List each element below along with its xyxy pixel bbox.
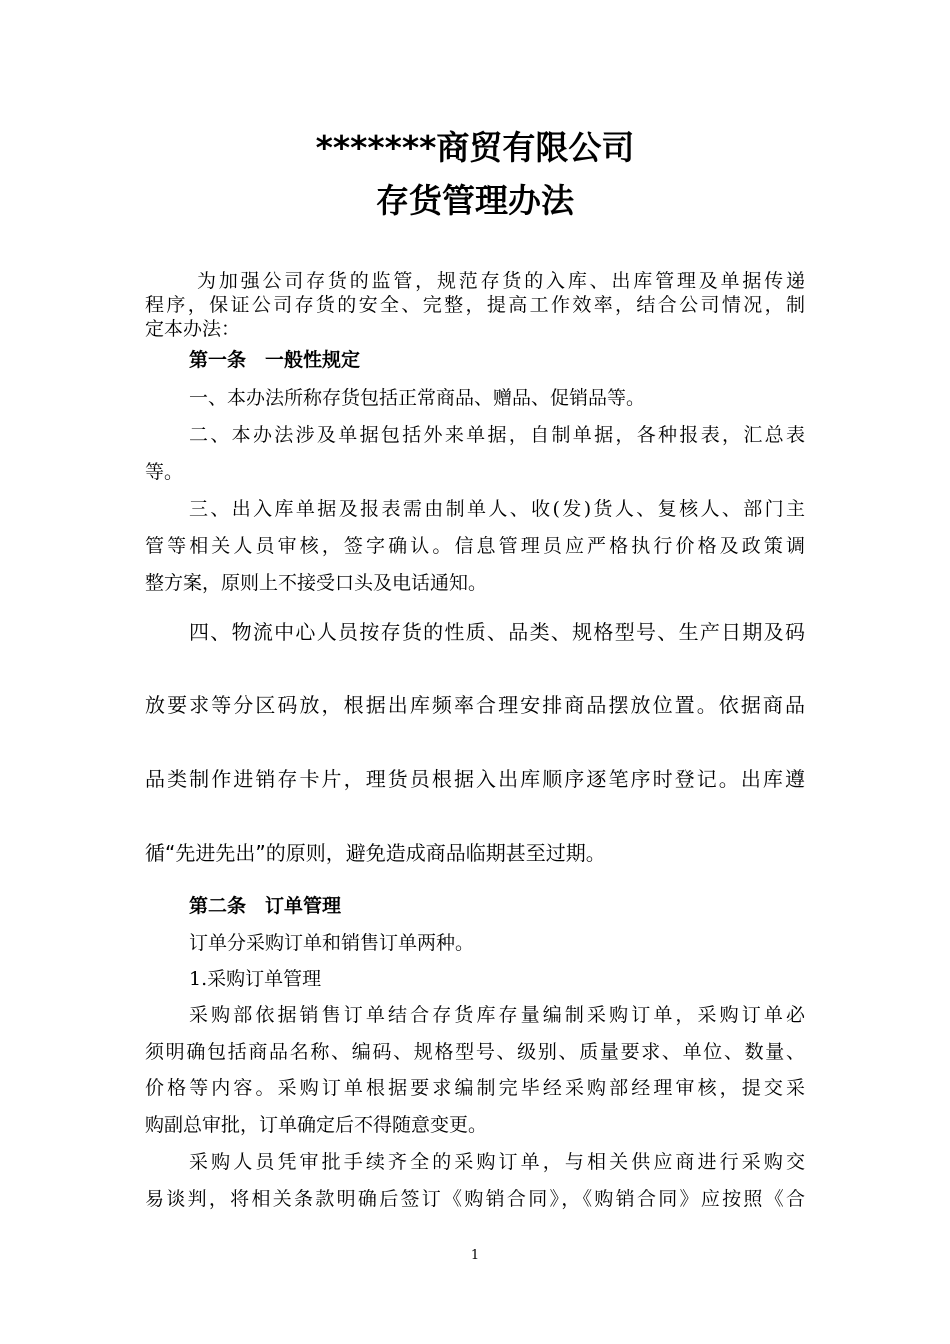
article-1-item-4: 循“先进先出”的原则，避免造成商品临期甚至过期。 (145, 841, 606, 865)
article-1-item-4: 放要求等分区码放，根据出库频率合理安排商品摆放位置。依据商品 (145, 693, 805, 717)
document-title: 存货管理办法 (376, 181, 574, 220)
article-1-item-2: 等。 (145, 461, 184, 483)
article-2-para-1: 价格等内容。采购订单根据要求编制完毕经采购部经理审核，提交采 (145, 1077, 805, 1099)
article-2-heading: 第二条 订单管理 (189, 895, 342, 917)
intro-line: 程序，保证公司存货的安全、完整，提高工作效率，结合公司情况，制 (145, 294, 805, 316)
article-2-para-2: 采购人员凭审批手续齐全的采购订单，与相关供应商进行采购交 (189, 1151, 805, 1173)
article-1-item-3: 管等相关人员审核，签字确认。信息管理员应严格执行价格及政策调 (145, 535, 805, 557)
company-title: *******商贸有限公司 (315, 128, 635, 167)
article-1-item-1: 一、本办法所称存货包括正常商品、赠品、促销品等。 (189, 387, 646, 409)
article-2-para-2: 易谈判，将相关条款明确后签订《购销合同》，《购销合同》应按照《合 (145, 1188, 805, 1210)
intro-line: 为加强公司存货的监管，规范存货的入库、出库管理及单据传递 (197, 270, 805, 292)
article-1-item-2: 二、本办法涉及单据包括外来单据，自制单据，各种报表，汇总表 (189, 424, 805, 446)
article-2-para-1: 购副总审批，订单确定后不得随意变更。 (145, 1114, 488, 1136)
article-1-item-4: 品类制作进销存卡片，理货员根据入出库顺序逐笔序时登记。出库遵 (145, 767, 805, 791)
article-2-para-1: 须明确包括商品名称、编码、规格型号、级别、质量要求、单位、数量、 (145, 1041, 805, 1063)
article-2-sub-1-title: 1.采购订单管理 (189, 968, 322, 990)
article-1-item-3: 整方案，原则上不接受口头及电话通知。 (145, 572, 488, 594)
article-1-item-4: 四、物流中心人员按存货的性质、品类、规格型号、生产日期及码 (189, 620, 805, 644)
intro-line: 定本办法： (145, 318, 241, 340)
article-2-para-1: 采购部依据销售订单结合存货库存量编制采购订单，采购订单必 (189, 1004, 805, 1026)
article-1-heading: 第一条 一般性规定 (189, 349, 361, 371)
article-1-item-3: 三、出入库单据及报表需由制单人、收(发)货人、复核人、部门主 (189, 498, 805, 520)
article-2-intro: 订单分采购订单和销售订单两种。 (189, 932, 475, 954)
page-number: 1 (470, 1248, 480, 1263)
